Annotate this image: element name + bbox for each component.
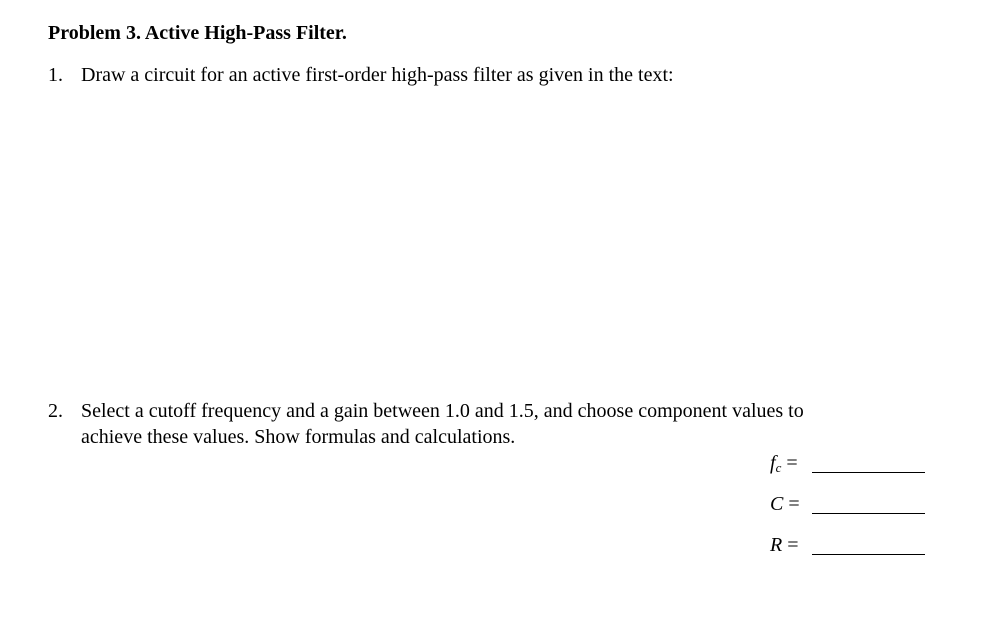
answer-fc	[770, 452, 930, 478]
answer-r-blank[interactable]	[812, 554, 925, 555]
question-2-text	[81, 398, 804, 450]
answer-r	[770, 534, 930, 560]
question-2-line-1: Select a cutoff frequency and a gain between 1.0 and 1.5, and choose component values to	[81, 400, 804, 422]
answer-c-label: C =	[770, 493, 800, 515]
question-2-number: 2.	[48, 400, 63, 422]
answer-r-label: R =	[770, 534, 799, 556]
question-2-line-2: achieve these values. Show formulas and calculations.	[81, 426, 516, 448]
question-1-number: 1.	[48, 64, 63, 86]
problem-title: Problem 3. Active High-Pass Filter.	[48, 22, 347, 44]
answer-fc-label: $f_c$ =	[770, 452, 798, 475]
question-1-text: Draw a circuit for an active first-order high-pass filter as given in the text:	[81, 64, 674, 86]
answer-c-blank[interactable]	[812, 513, 925, 514]
answer-c	[770, 493, 930, 519]
answer-fc-blank[interactable]	[812, 472, 925, 473]
